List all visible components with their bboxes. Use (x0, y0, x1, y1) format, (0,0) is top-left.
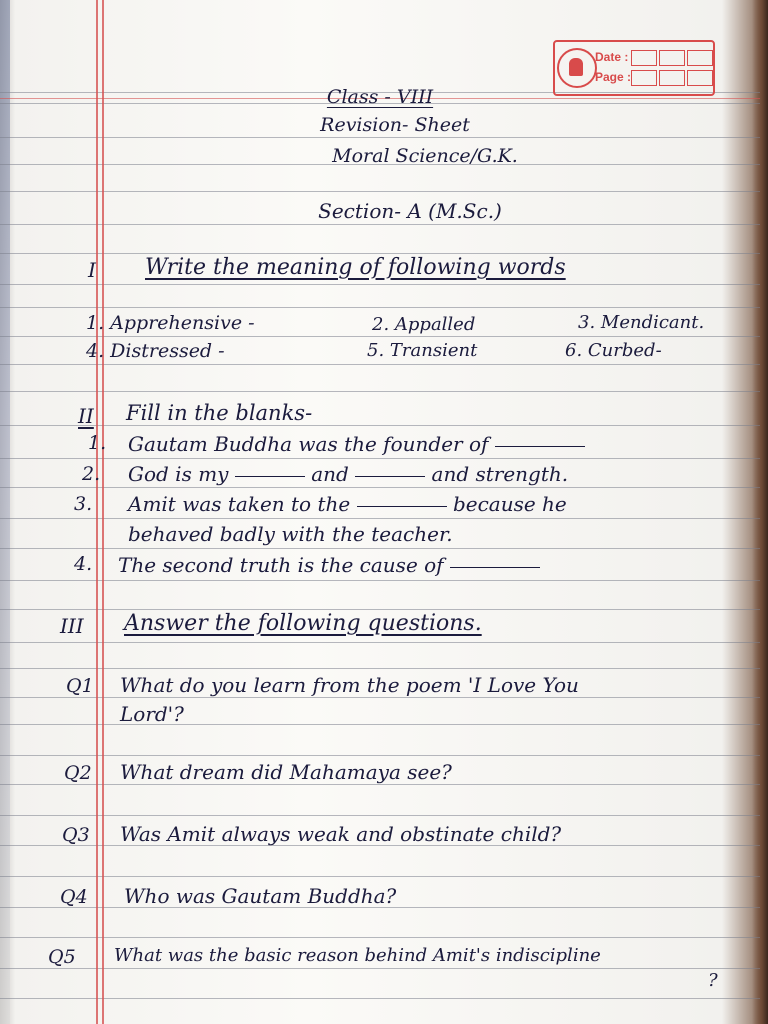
ruled-line (0, 518, 760, 519)
sheet-heading: Revision- Sheet (320, 114, 470, 136)
margin-line-left (96, 0, 98, 1024)
word-item: 2. Appalled (372, 314, 476, 335)
blank-item-1 (128, 432, 585, 456)
question-number: Q3 (62, 824, 90, 846)
part1-title: Write the meaning of following words (145, 255, 566, 280)
ruled-line (0, 876, 760, 877)
date-page-stamp (553, 40, 715, 96)
class-heading: Class - VIII (326, 86, 434, 108)
blank-item-number: 2. (82, 463, 101, 485)
ruled-line (0, 724, 760, 725)
ruled-line (0, 253, 760, 254)
answer-blank (495, 445, 585, 447)
blank-item-3 (128, 492, 567, 516)
subject-heading: Moral Science/G.K. (332, 145, 518, 167)
blank-item-3-continued: behaved badly with the teacher. (128, 522, 453, 546)
part2-numeral: II (78, 404, 94, 428)
blank-item-2 (128, 462, 568, 486)
blank-item-number: 3. (74, 493, 93, 515)
ruled-line (0, 224, 760, 225)
word-item: 1. Apprehensive - (86, 312, 255, 334)
ruled-line (0, 364, 760, 365)
question-text: What was the basic reason behind Amit's indiscipline (114, 945, 601, 966)
part3-title: Answer the following questions. (124, 611, 482, 636)
ruled-line (0, 668, 760, 669)
answer-blank (357, 505, 447, 507)
page-boxes (631, 70, 713, 86)
ruled-line (0, 609, 760, 610)
blank-item-text: and (311, 462, 349, 486)
question-number: Q2 (64, 762, 92, 784)
ruled-line (0, 642, 760, 643)
blank-item-number: 1. (88, 432, 107, 454)
ruled-line (0, 284, 760, 285)
ruled-line (0, 137, 760, 138)
ruled-line (0, 487, 760, 488)
answer-blank (355, 475, 425, 477)
margin-line-right (102, 0, 104, 1024)
blank-item-text: God is my (128, 462, 229, 486)
blank-item-4 (118, 553, 540, 577)
ruled-line (0, 548, 760, 549)
question-text: What do you learn from the poem 'I Love You (120, 673, 579, 697)
ruled-line (0, 307, 760, 308)
question-text: Was Amit always weak and obstinate child? (120, 822, 562, 846)
word-item: 4. Distressed - (86, 340, 225, 362)
date-label: Date : (595, 50, 629, 64)
question-number: Q1 (66, 675, 94, 697)
word-item: 6. Curbed- (565, 340, 662, 361)
ruled-line (0, 191, 760, 192)
question-text: Who was Gautam Buddha? (124, 884, 397, 908)
blank-item-text: because he (452, 492, 567, 516)
ruled-line (0, 425, 760, 426)
page-right-edge (752, 0, 768, 1024)
question-text: Lord'? (120, 702, 184, 726)
question-text: What dream did Mahamaya see? (120, 760, 452, 784)
ruled-line (0, 336, 760, 337)
question-text: ? (708, 970, 718, 991)
page-left-edge (0, 0, 10, 1024)
ruled-line (0, 458, 760, 459)
ruled-line (0, 815, 760, 816)
word-item: 5. Transient (367, 340, 478, 361)
word-item: 3. Mendicant. (578, 312, 705, 333)
ruled-line (0, 998, 760, 999)
ruled-line (0, 697, 760, 698)
blank-item-text: and strength. (431, 462, 569, 486)
blank-item-text: Gautam Buddha was the founder of (128, 432, 489, 456)
blank-item-number: 4. (74, 553, 93, 575)
page-label: Page : (595, 70, 632, 84)
ruled-line (0, 580, 760, 581)
date-boxes (631, 50, 713, 66)
blank-item-text: The second truth is the cause of (118, 553, 444, 577)
part2-title: Fill in the blanks- (126, 401, 313, 425)
part3-numeral: III (60, 614, 84, 638)
section-heading: Section- A (M.Sc.) (318, 199, 502, 223)
answer-blank (235, 475, 305, 477)
blank-item-text: Amit was taken to the (128, 492, 351, 516)
ruled-line (0, 755, 760, 756)
question-number: Q5 (48, 946, 76, 968)
ruled-line (0, 937, 760, 938)
ruled-line (0, 968, 760, 969)
question-number: Q4 (60, 886, 88, 908)
ruled-line (0, 391, 760, 392)
ruled-line (0, 784, 760, 785)
answer-blank (450, 566, 540, 568)
part1-numeral: I (88, 258, 96, 282)
reader-logo-icon (557, 48, 597, 88)
